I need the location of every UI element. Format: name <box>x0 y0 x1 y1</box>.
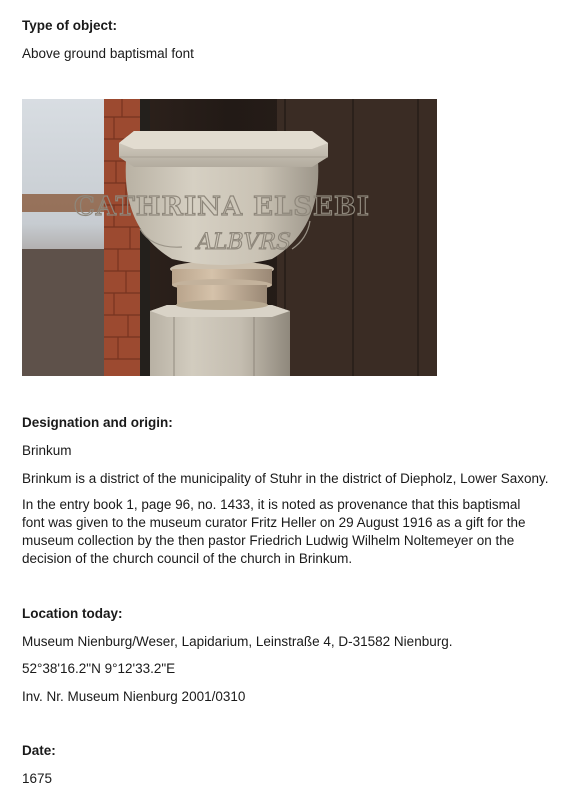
designation-heading: Designation and origin: <box>22 415 173 430</box>
type-value: Above ground baptismal font <box>22 46 194 61</box>
baptismal-font-photo <box>22 99 437 376</box>
type-heading: Type of object: <box>22 18 118 33</box>
location-address: Museum Nienburg/Weser, Lapidarium, Leinstraße 4, D-31582 Nienburg. <box>22 634 453 649</box>
location-heading: Location today: <box>22 606 123 621</box>
date-heading: Date: <box>22 743 56 758</box>
location-coordinates: 52°38'16.2"N 9°12'33.2"E <box>22 661 176 676</box>
designation-provenance-text: In the entry book 1, page 96, no. 1433, it is noted as provenance that this baptismal font was given to the museum curator Fritz Heller on 29 August 1916 as a gift for the museum collection by the then pastor Friedrich Ludwig Wilhelm Noltemeyer on the decision of the church council of the church in Brinkum. <box>22 497 526 566</box>
designation-district-text: Brinkum is a district of the municipality of Stuhr in the district of Diepholz, Lower Saxony. <box>22 471 549 486</box>
inscription-line2-text: ALBVRS <box>196 230 292 255</box>
date-value: 1675 <box>22 771 53 786</box>
designation-place: Brinkum <box>22 443 72 458</box>
inscription-line1-text: CATHRINA ELSEBI <box>74 192 370 222</box>
location-inventory-number: Inv. Nr. Museum Nienburg 2001/0310 <box>22 689 246 704</box>
